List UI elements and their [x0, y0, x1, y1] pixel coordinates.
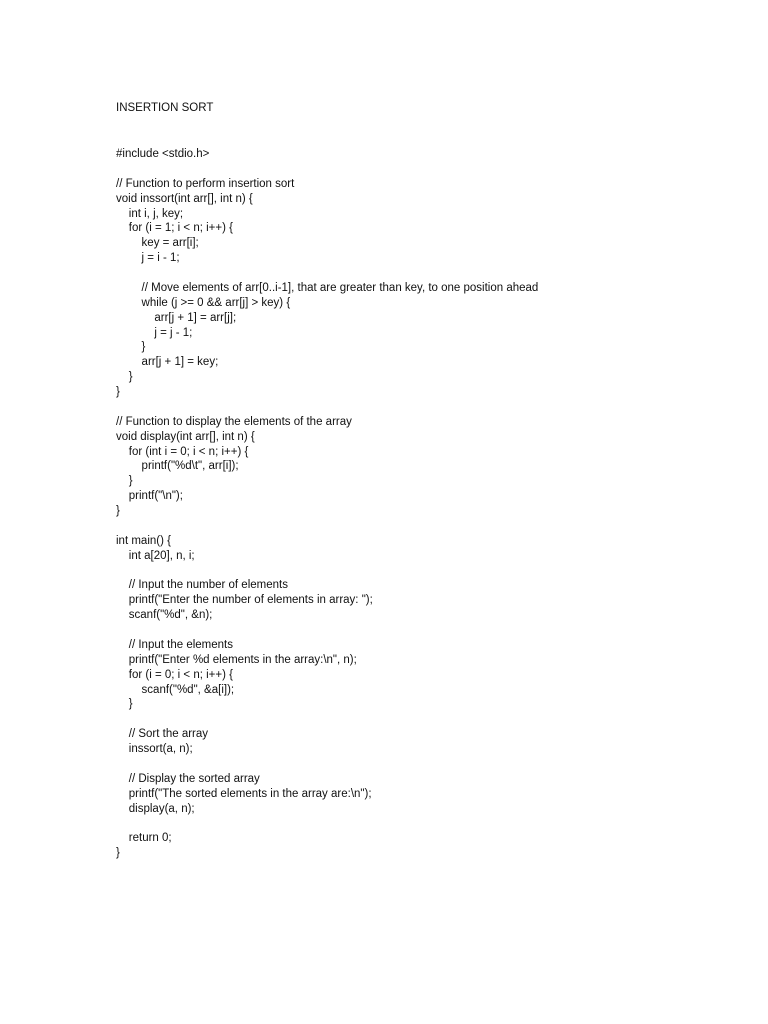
code-line: arr[j + 1] = arr[j];	[116, 311, 237, 324]
code-line: printf("\n");	[116, 490, 183, 503]
code-line: // Input the number of elements	[116, 579, 288, 592]
code-line: inssort(a, n);	[116, 743, 193, 755]
code-line: for (int i = 0; i < n; i++) {	[116, 445, 249, 458]
code-line	[116, 519, 538, 534]
code-line: // Display the sorted array	[116, 772, 260, 785]
code-line: j = j - 1;	[116, 326, 193, 339]
code-line: for (i = 0; i < n; i++) {	[116, 668, 233, 681]
code-line	[116, 564, 538, 579]
code-line: }	[116, 475, 133, 488]
code-line	[116, 757, 538, 772]
code-line: void display(int arr[], int n) {	[116, 430, 255, 443]
code-line: }	[116, 847, 120, 860]
code-line: printf("The sorted elements in the array are:\n");	[116, 787, 372, 800]
code-line: printf("Enter the number of elements in array: ");	[116, 594, 373, 607]
code-line: #include <stdio.h>	[116, 148, 210, 160]
code-line	[116, 400, 538, 415]
code-line: // Sort the array	[116, 728, 209, 741]
code-line: // Move elements of arr[0..i-1], that are greater than key, to one position ahead	[116, 281, 539, 294]
code-line: }	[116, 371, 133, 384]
code-line: }	[116, 341, 146, 354]
code-line	[116, 266, 538, 281]
code-line: }	[116, 505, 120, 517]
document-title: INSERTION SORT	[116, 102, 214, 114]
code-line: // Function to perform insertion sort	[116, 177, 295, 190]
code-line: int i, j, key;	[116, 207, 184, 220]
code-line: void inssort(int arr[], int n) {	[116, 192, 253, 205]
code-line: j = i - 1;	[116, 252, 180, 265]
code-block	[116, 147, 538, 861]
code-line: while (j >= 0 && arr[j] > key) {	[116, 296, 291, 309]
code-line: printf("Enter %d elements in the array:\n", n);	[116, 653, 357, 666]
code-line	[116, 816, 538, 831]
code-line: return 0;	[116, 832, 172, 845]
code-line: printf("%d\t", arr[i]);	[116, 460, 239, 473]
code-line: arr[j + 1] = key;	[116, 356, 219, 369]
code-line	[116, 712, 538, 727]
code-line: }	[116, 386, 120, 398]
code-line: display(a, n);	[116, 802, 195, 815]
code-line: // Input the elements	[116, 638, 233, 651]
code-line: int main() {	[116, 534, 171, 547]
code-line: scanf("%d", &n);	[116, 609, 213, 622]
code-line	[116, 162, 538, 177]
code-line: for (i = 1; i < n; i++) {	[116, 222, 233, 235]
code-line: }	[116, 698, 133, 711]
code-line: // Function to display the elements of the array	[116, 415, 352, 428]
code-line: scanf("%d", &a[i]);	[116, 683, 235, 696]
code-line	[116, 623, 538, 638]
code-line: int a[20], n, i;	[116, 549, 195, 562]
code-line: key = arr[i];	[116, 237, 199, 250]
